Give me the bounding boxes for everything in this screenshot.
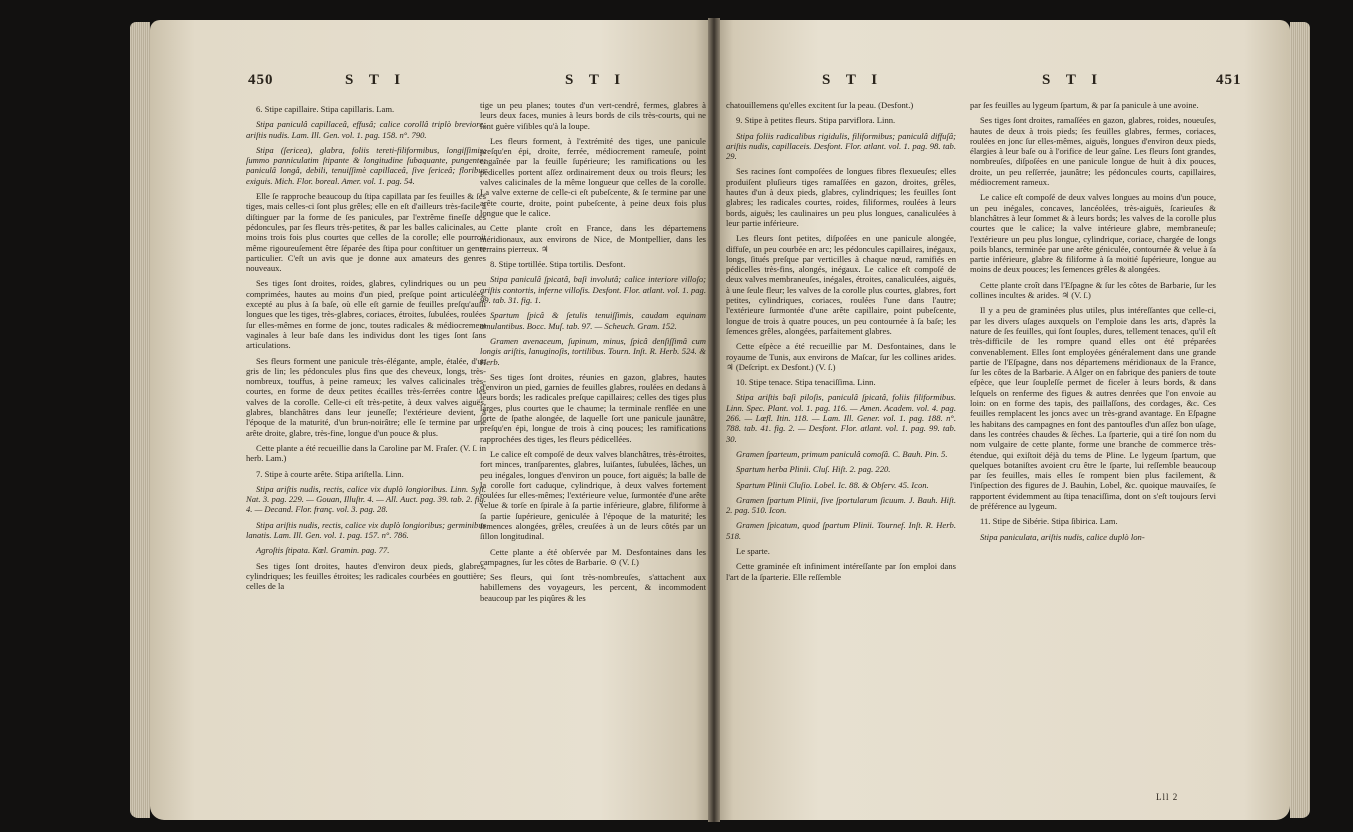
paragraph: Stipa ariſtis baſi piloſis, paniculâ ſpicatâ, foliis filiformibus. Linn. Spec. Plant. vol. 1. pag. 116. — Amen. Academ. vol. 4. pag. 266. — Lœfl. Itin. 118. — Lam. Ill. Gener. vol. 1. pag. 188. n°. 788. tab. 41. fig. 2. — Desfont. Flor. atlant. vol. 1. pag. 99. tab. 30. xyxy=(726,392,956,444)
paragraph: Stipa paniculâ ſpicatâ, baſi involutâ; calice interiore villoſo; ariſtis contortis, inferne villoſis. Desfont. Flor. atlant. vol. 1. pag. 99. tab. 31. fig. 1. xyxy=(480,274,706,306)
right-page xyxy=(716,20,1290,820)
paragraph: Les fleurs forment, à l'extrémité des tiges, une panicule preſqu'en épi, droite, ferrée, médiocrement rameuſe, point engaînée par la feuille ſupérieure; les ramifications ou les pédicelles portent aſſez ordinairement deux ou trois fleurs; les valves calicinales de la même longueur que celles de la corolle. La valve externe de celle-ci eſt pubeſcente, & ſe termine par une arête courte, droite, point pubeſcente, à peine deux fois plus longue que le calice. xyxy=(480,135,706,218)
left-column-2 xyxy=(480,100,706,800)
paragraph: chatouillemens qu'elles excitent ſur la peau. (Desfont.) xyxy=(726,100,914,110)
paragraph: Ses fleurs forment une panicule très-élégante, ample, étalée, d'un gris de lin; les pédoncules plus fins que des cheveux, longs, très-nombreux, touffus, à peine rameux; les valves calicinales très-courtes, en forme de deux petites écailles très-ſerrées contre les valves de la corolle. Celle-ci eſt très-petite, à deux valves aiguës, glabres, blanchâtres dans leur jeuneſſe; l'extérieure devient, à l'époque de la maturité, d'un brun-noirâtre; elle ſe termine par une arête droite, glabre, très-fine, longue d'un pouce & plus. xyxy=(246,355,486,438)
paragraph: Agroſtis ſtipata. Kœl. Gramin. pag. 77. xyxy=(256,545,390,556)
paragraph: Stipa ariſtis nudis, rectis, calice vix duplò longioribus. Linn. Syſt. Nat. 3. pag. 229. — Gouan, Illuſtr. 4. — All. Auct. pag. 39. tab. 2. fig. 4. — Decand. Flor. franç. vol. 3. pag. 28. xyxy=(246,483,486,515)
paragraph: Stipa (ſericea), glabra, foliis tereti-filiformibus, longiſſimis; ſummo panniculatim ſtipante & longitudine ſubaquante, pungente; paniculâ longâ, debili, tenuiſſimè capillaceâ, ſive ſericeâ; floribus exiguis. Mich. Flor. boreal. Amer. vol. 1. pag. 54. xyxy=(246,144,486,186)
paragraph: Ses tiges ſont droites, roides, glabres, cylindriques ou un peu comprimées, hautes au moins d'un pied, preſque point articulées, excepté au plus à ſa baſe, où elle eſt garnie de feuilles preſqu'auſſi longues que les tiges, très-glabres, coriaces, étroites, ſubulées, roulées ſur elles-mêmes en forme de jonc, toutes radicales & médiocrement vaginales à leur baſe dans les individus dont les tiges ſont ſans articulations. xyxy=(246,278,486,351)
right-page-number: 451 xyxy=(1216,72,1242,88)
open-book xyxy=(150,8,1290,826)
paragraph: Stipa ariſtis nudis, rectis, calice vix duplò longioribus; germinibus lanatis. Lam. Ill. Gen. vol. 1. pag. 157. n°. 786. xyxy=(246,519,486,540)
paragraph: Ses tiges ſont droites, hautes d'environ deux pieds, glabres, cylindriques; les feuilles étroites; les radicales courbées en gouttière; celles de la xyxy=(246,560,486,592)
paragraph: Stipa paniculâ capillaceâ, effusâ; calice corollâ triplò breviore; ariſtis nudis. Lam. Ill. Gen. vol. 1. pag. 158. n°. 790. xyxy=(246,119,486,140)
paragraph: 8. Stipe tortillée. Stipa tortilis. Desfont. xyxy=(490,259,626,270)
paragraph: Gramen ſpicatum, quod ſpartum Plinii. Tournef. Inſt. R. Herb. 518. xyxy=(726,520,956,541)
left-column-1 xyxy=(246,100,486,800)
paragraph: Stipa paniculata, ariſtis nudis, calice duplò lon- xyxy=(980,531,1145,542)
paragraph: Spartum herba Plinii. Cluſ. Hiſt. 2. pag. 220. xyxy=(736,464,891,475)
paragraph: 10. Stipe tenace. Stipa tenaciſſima. Linn. xyxy=(736,377,876,388)
paragraph: Cette plante croît dans l'Eſpagne & ſur les côtes de Barbarie, ſur les collines incultes & arides. ♃ (V. ſ.) xyxy=(970,279,1216,301)
paragraph: Ses fleurs, qui ſont très-nombreuſes, s'attachent aux habillemens des voyageurs, les percent, & incommodent beaucoup par les piqûres & les xyxy=(480,572,706,603)
paragraph: Cette eſpèce a été recueillie par M. Desfontaines, dans le royaume de Tunis, aux environs de Maſcar, ſur les collines arides. ♃ (Deſcript. ex Desfont.) (V. ſ.) xyxy=(726,341,956,372)
left-running-head: S T I xyxy=(345,72,407,88)
left-page xyxy=(150,20,712,820)
paragraph: tige un peu planes; toutes d'un vert-cendré, fermes, glabres à leurs deux faces, munies à leurs bords de cils très-courts, qui ne ſont guère viſibles qu'à la loupe. xyxy=(480,100,706,131)
paragraph: Spartum Plinii Cluſio. Lobel. Ic. 88. & Obſerv. 45. Icon. xyxy=(736,479,929,490)
paragraph: Les fleurs ſont petites, diſpoſées en une panicule alongée, diffuſe, un peu courbée en arc; les pédoncules capillaires, inégaux, longs, ſitués preſque par verticilles à chaque nœud, ramifiés en pédicelles très-fins, alongés, inégaux. Le calice eſt compoſé de deux valves membraneuſes, inégales, étroites, canaliculées, aiguës, à une ſeule fleur; les valves de la corolle plus courtes, glabres, fort petites, cylindriques, coriaces, roulées l'une dans l'autre; l'extérieure ſurmontée d'une arête capillaire, point pubeſcente, longue de trois à quatre pouces, un peu contournée à ſa baſe; les ſemences grêles, alongées, parfaitement glabres. xyxy=(726,233,956,336)
paragraph: 7. Stipe à courte arête. Stipa ariſtella. Linn. xyxy=(256,468,404,479)
paragraph: Le calice eſt compoſé de deux valves longues au moins d'un pouce, un peu inégales, concaves, lancéolées, très-aiguës, ſcarieuſes & blanchâtres à leur ſommet & à leurs bords; les valves de la corolle plus courtes que le calice; la valve intérieure glabre, membraneuſe; l'extérieure un peu plus longue, cylindrique, coriace, chargée de longs poils blancs, terminée par une arête géniculée, contournée & velue à ſa partie inférieure, glabre & filiforme à ſa moitié ſupérieure, longue au moins de deux pouces; les ſemences grêles & alongées. xyxy=(970,192,1216,275)
right-running-head: S T I xyxy=(822,72,884,88)
paragraph: 9. Stipe à petites fleurs. Stipa parviflora. Linn. xyxy=(736,115,896,126)
paragraph: Gramen avenaceum, ſupinum, minus, ſpicâ denſiſſimâ cum longis ariſtis, lanuginoſis, tortilibus. Tourn. Inſt. R. Herb. 524. & Herb. xyxy=(480,335,706,367)
paragraph: Cette plante croît en France, dans les départemens méridionaux, aux environs de Nice, de Montpellier, dans les terrains pierreux. ♃ xyxy=(480,223,706,254)
paragraph: Elle ſe rapproche beaucoup du ſtipa capillata par ſes feuilles & ſes tiges, mais celles-ci ſont plus grêles; elle en eſt d'ailleurs très-facile à diſtinguer par la forme de ſes panicules, par l'extrême fineſſe des pédoncules, par ſes fleurs très-petites, & par les balles calicinales, au moins trois fois plus courtes que celles de la corolle; elle pourroit même rigoureuſement être ſéparée des ſtipa pour conſtituer un genre particulier. C'eſt un avis que je donne aux amateurs des genres nouveaux. xyxy=(246,191,486,274)
paragraph: par ſes feuilles au lygeum ſpartum, & par ſa panicule à une avoine. xyxy=(970,100,1199,110)
paragraph: Cette plante a été recueillie dans la Caroline par M. Fraſer. (V. ſ. in herb. Lam.) xyxy=(246,442,486,464)
book-gutter xyxy=(708,18,720,822)
paragraph: Ses tiges ſont droites, réunies en gazon, glabres, hautes d'environ un pied, garnies de feuilles glabres, roulées en dedans à leurs bords; les radicales preſque capillaires; celles des tiges plus larges, plus courtes que le chaume; la terminale renflée en une ſorte de ſpathe alongée, de laquelle ſort une panicule jaunâtre, preſqu'en épi, longue de trois à cinq pouces; les ramifications rapprochées des tiges, les fleurs pédicellées. xyxy=(480,371,706,444)
paragraph: Stipa foliis radicalibus rigidulis, filiformibus; paniculâ diffuſâ; ariſtis nudis, capillaceis. Desfont. Flor. atlant. vol. 1. pag. 98. tab. 29. xyxy=(726,130,956,162)
left-running-head-2: S T I xyxy=(565,72,627,88)
signature-mark: Lll 2 xyxy=(1156,792,1179,802)
paragraph: Cette graminée eſt infiniment intéreſſante par ſon emploi dans l'art de la ſparterie. Elle reſſemble xyxy=(726,561,956,582)
paragraph: 11. Stipe de Sibérie. Stipa ſibirica. Lam. xyxy=(980,516,1118,527)
paragraph: Spartum ſpicâ & ſetulis tenuiſſimis, caudam equinam amulantibus. Bocc. Muſ. tab. 97. — Scheuch. Gram. 152. xyxy=(480,310,706,331)
paragraph: Gramen ſpartum Plinii, ſive ſportularum ſicuum. J. Bauh. Hiſt. 2. pag. 510. Icon. xyxy=(726,494,956,516)
left-page-edges xyxy=(130,22,150,818)
right-column-2 xyxy=(970,100,1216,800)
left-page-number: 450 xyxy=(248,72,274,88)
paragraph: Le sparte. xyxy=(736,545,770,556)
paragraph: 6. Stipe capillaire. Stipa capillaris. Lam. xyxy=(256,104,395,114)
paragraph: Il y a peu de graminées plus utiles, plus intéreſſantes que celle-ci, par les divers uſages auxquels on l'emploie dans les arts, d'après la nature de ſes feuilles, qui ſont ſouples, dures, tellement tenaces, qu'il eſt très-difficile de les rompre quand elles ont été préparées convenablement. Elles ſont employées généralement dans une grande partie de l'Eſpagne, dans nos départemens méridionaux de la France, ſur les côtes de la Barbarie. A Alger on en fabrique des paniers de toute eſpèce, que leur ſoupleſſe permet de ficeler à leurs bords, & dans leſquels on renferme des figues & autres denrées que l'on envoie au loin: on en forme des tapis, des paillaſſons, des cordages, &c. Ces feuilles remplacent les joncs avec un très-grand avantage. En Eſpagne les habitans des campagnes en font des pantoufles d'un aſſez bon uſage, dans les contrées chaudes & ſèches. La ſparterie, qui a tiré ſon nom du nom vulgaire de cette plante, forme une branche de commerce très-étendue, qui exiſtoit déjà du tems de Pline. Le lygeum ſpartum, que quelques botaniſtes avoient cru être le ſparte, lui reſſemble beaucoup par ſes feuilles, mais elles ſe rompent bien plus facilement, & l'inſpection des figures de J. Bauhin, Lobel, &c. quoique mauvaiſes, ſe rapportent évidemment au ſtipa tenaciſſima, dont on s'eſt toujours ſervi de préférence au lygeum. xyxy=(970,305,1216,511)
paragraph: Le calice eſt compoſé de deux valves blanchâtres, très-étroites, fort minces, tranſparentes, glabres, luiſantes, ſubulées, lâches, un peu inégales, longues d'environ un pouce, fort aiguës; la balle de la corolle fort caduque, cylindrique, à deux valves fortement roulées ſur elles-mêmes; l'extérieure velue, ſurmontée d'une arête velue & torſe en ſpirale à ſa partie inférieure, glabre, filiforme à ſa partie ſupérieure, geniculée à l'époque de la maturité; les ſemences alongées, grêles, creuſées à un de leurs côtés par un ſillon longitudinal. xyxy=(480,448,706,542)
paragraph: Ses racines ſont compoſées de longues fibres flexueuſes; elles produiſent pluſieurs tiges ramaſſées en gazon, droites, grêles, hautes d'un à deux pieds, glabres, cylindriques; les feuilles ſont glabres; les radicales courtes, roides, filiformes, roulées à leurs bords, aiguës; les caulinaires un peu plus longues, canaliculées à leur partie inférieure. xyxy=(726,166,956,228)
paragraph: Ses tiges ſont droites, ramaſſées en gazon, glabres, roides, noueuſes, hautes de deux à trois pieds; ſes feuilles glabres, fermes, coriaces, roulées en jonc ſur elles-mêmes, aiguës, longues d'environ deux pieds, élargies à leur baſe ou à l'orifice de leur gaîne. Les fleurs ſont grandes, nombreuſes, diſpoſées en une panicule longue de huit à dix pouces, droite, un peu reſſerrée, jaunâtre; les pédoncules courts, capillaires, médiocrement rameux. xyxy=(970,115,1216,188)
right-column-1 xyxy=(726,100,956,800)
right-page-edges xyxy=(1290,22,1310,818)
paragraph: Gramen ſparteum, primum paniculâ comoſâ. C. Bauh. Pin. 5. xyxy=(736,448,948,459)
right-running-head-2: S T I xyxy=(1042,72,1104,88)
paragraph: Cette plante a été obſervée par M. Desfontaines dans les campagnes, ſur les côtes de Barbarie. ⊙ (V. ſ.) xyxy=(480,546,706,567)
